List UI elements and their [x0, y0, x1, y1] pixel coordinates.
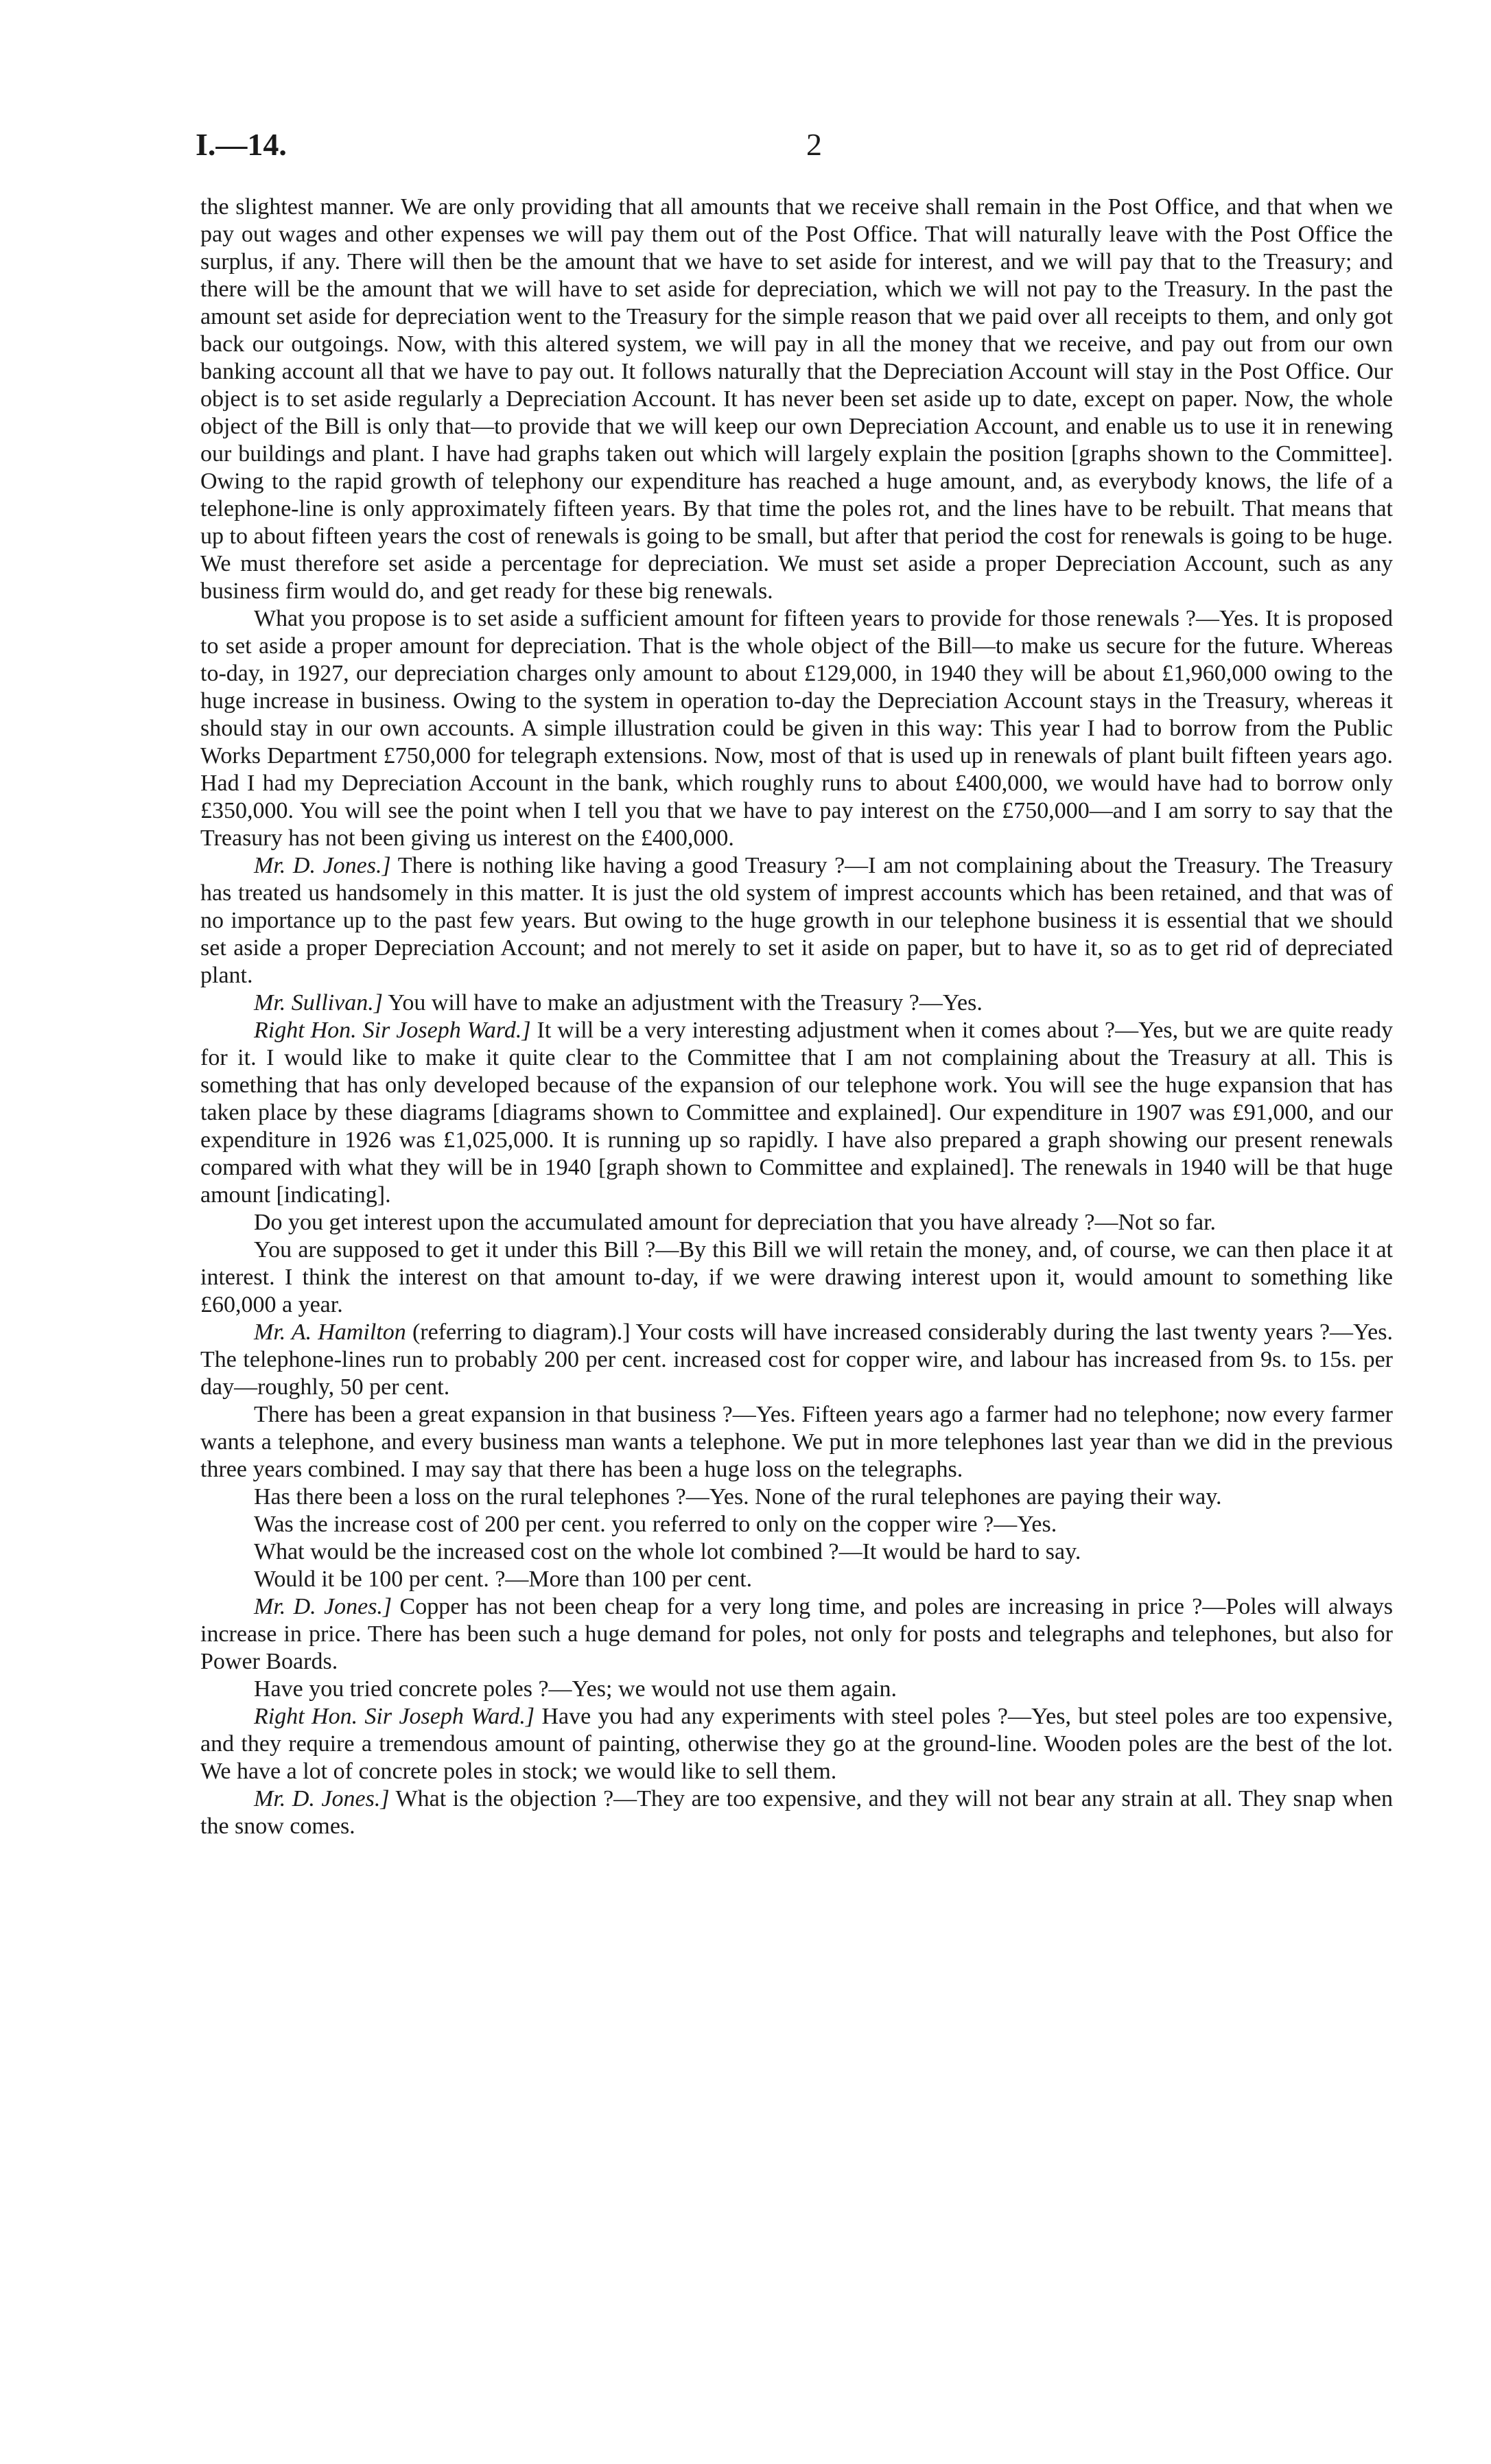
paragraph — [200, 989, 1393, 1017]
paragraph — [200, 1511, 1393, 1538]
paragraph-text: Have you had any experiments with steel poles ?—Yes, but steel poles are too expensive, and they require a tremendous amount of painting, otherwise they go at the ground-line. Wooden poles are the best of the lot. We have a lot of concrete poles in stock; we would like to sell them. — [200, 1704, 1393, 1784]
page-number: 2 — [806, 127, 822, 162]
document-reference: I.—14. — [196, 127, 287, 162]
paragraph — [200, 1703, 1393, 1785]
paragraph-text: Has there been a loss on the rural telephones ?—Yes. None of the rural telephones are paying their way. — [254, 1484, 1222, 1510]
paragraph-text: Copper has not been cheap for a very long time, and poles are increasing in price ?—Poles will always increase in price. There has been such a huge demand for poles, not only for posts and telegraphs and telephones, but also for Power Boards. — [200, 1594, 1394, 1674]
paragraph — [200, 1017, 1393, 1209]
paragraph-text: You will have to make an adjustment with the Treasury ?—Yes. — [388, 990, 983, 1016]
paragraph — [200, 193, 1393, 605]
paragraph — [200, 605, 1393, 852]
paragraph — [200, 1676, 1393, 1703]
paragraph-text: What would be the increased cost on the whole lot combined ?—It would be hard to say. — [254, 1539, 1081, 1564]
speaker-label: Mr. D. Jones.] — [254, 1594, 392, 1619]
paragraph — [200, 1236, 1393, 1319]
paragraph — [200, 1566, 1393, 1593]
paragraph — [200, 1401, 1393, 1483]
paragraph-text: What you propose is to set aside a sufficient amount for fifteen years to provide for those renewals ?—Yes. It is proposed to set aside a proper amount for depreciation. That is the whole object of the Bill—to make us secure for the future. Whereas to-day, in 1927, our depreciation charges only amount to about £129,000, in 1940 they will be about £1,960,000 owing to the huge increase in business. Owing to the system in operation to-day the Depreciation Account stays in the Treasury, whereas it should stay in our own accounts. A simple illustration could be given in this way: This year I had to borrow from the Public Works Department £750,000 for telegraph extensions. Now, most of that is used up in renewals of plant built fifteen years ago. Had I had my Depreciation Account in the bank, which roughly runs to about £400,000, we would have had to borrow only £350,000. You will see the point when I tell you that we have to pay interest on the £750,000—and I am sorry to say that the Treasury has not been giving us interest on the £400,000. — [200, 606, 1393, 851]
paragraph-text: (referring to diagram).] Your costs will have increased considerably during the last twenty years ?—Yes. The telephone-lines run to probably 200 per cent. increased cost for copper wire, and labour has increased from 9s. to 15s. per day—roughly, 50 per cent. — [200, 1319, 1394, 1400]
speaker-label: Mr. D. Jones.] — [254, 1786, 390, 1811]
paragraph-text: Would it be 100 per cent. ?—More than 100 per cent. — [254, 1567, 753, 1592]
paragraph-text: It will be a very interesting adjustment when it comes about ?—Yes, but we are quite ready for it. I would like to make it quite clear to the Committee that I am not complaining about the Treasury at all. This is something that has only developed because of the expansion of our telephone work. You will see the huge expansion that has taken place by these diagrams [diagrams shown to Committee and explained]. Our expenditure in 1907 was £91,000, and our expenditure in 1926 was £1,025,000. It is running up so rapidly. I have also prepared a graph showing our present renewals compared with what they will be in 1940 [graph shown to Committee and explained]. The renewals in 1940 will be that huge amount [indicating]. — [200, 1018, 1393, 1208]
speaker-label: Mr. A. Hamilton — [254, 1319, 406, 1345]
paragraph — [200, 1209, 1393, 1236]
page-header — [196, 126, 1389, 167]
body-text — [200, 193, 1393, 1840]
paragraph-text: You are supposed to get it under this Bill ?—By this Bill we will retain the money, and, of course, we can then place it at interest. I think the interest on that amount to-day, if we were drawing interest upon it, would amount to something like £60,000 a year. — [200, 1237, 1393, 1317]
speaker-label: Right Hon. Sir Joseph Ward.] — [254, 1018, 531, 1043]
paragraph — [200, 1785, 1393, 1840]
paragraph-text: There is nothing like having a good Treasury ?—I am not complaining about the Treasury. The Treasury has treated us handsomely in this matter. It is just the old system of imprest accounts which has been retained, and that was of no importance up to the past few years. But owing to the huge growth in our telephone business it is essential that we should set aside a proper Depreciation Account; and not merely to set it aside on paper, but to have it, so as to get rid of depreciated plant. — [200, 853, 1393, 988]
paragraph-text: There has been a great expansion in that business ?—Yes. Fifteen years ago a farmer had no telephone; now every farmer wants a telephone, and every business man wants a telephone. We put in more telephones last year than we did in the previous three years combined. I may say that there has been a huge loss on the telegraphs. — [200, 1402, 1393, 1482]
paragraph-text: Do you get interest upon the accumulated amount for depreciation that you have already ?—Not so far. — [254, 1210, 1217, 1235]
paragraph-text: the slightest manner. We are only providing that all amounts that we receive shall remain in the Post Office, and that when we pay out wages and other expenses we will pay them out of the Post Office. That will naturally leave with the Post Office the surplus, if any. There will then be the amount that we have to set aside for interest, and we will pay that to the Treasury; and there will be the amount that we will have to set aside for depreciation, which we will not pay to the Treasury. In the past the amount set aside for depreciation went to the Treasury for the simple reason that we paid over all receipts to them, and only got back our outgoings. Now, with this altered system, we will pay in all the money that we receive, and pay out from our own banking account all that we have to pay out. It follows naturally that the Depreciation Account will stay in the Post Office. Our object is to set aside regularly a Depreciation Account. It has never been set aside up to date, except on paper. Now, the whole object of the Bill is only that—to provide that we will keep our own Depreciation Account, and enable us to use it in renewing our buildings and plant. I have had graphs taken out which will largely explain the position [graphs shown to the Committee]. Owing to the rapid growth of telephony our expenditure has reached a huge amount, and, as everybody knows, the life of a telephone-line is only approximately fifteen years. By that time the poles rot, and the lines have to be rebuilt. That means that up to about fifteen years the cost of renewals is going to be small, but after that period the cost for renewals is going to be huge. We must therefore set aside a percentage for depreciation. We must set aside a proper Depreciation Account, such as any business firm would do, and get ready for these big renewals. — [200, 194, 1393, 604]
speaker-label: Right Hon. Sir Joseph Ward.] — [254, 1704, 535, 1729]
paragraph — [200, 1593, 1393, 1676]
paragraph — [200, 1319, 1393, 1401]
paragraph — [200, 1538, 1393, 1566]
paragraph — [200, 852, 1393, 989]
speaker-label: Mr. D. Jones.] — [254, 853, 391, 878]
speaker-label: Mr. Sullivan.] — [254, 990, 383, 1016]
paragraph-text: Have you tried concrete poles ?—Yes; we would not use them again. — [254, 1676, 897, 1702]
paragraph-text: What is the objection ?—They are too expensive, and they will not bear any strain at all. They snap when the snow comes. — [200, 1786, 1394, 1839]
paragraph-text: Was the increase cost of 200 per cent. you referred to only on the copper wire ?—Yes. — [254, 1512, 1057, 1537]
paragraph — [200, 1483, 1393, 1511]
